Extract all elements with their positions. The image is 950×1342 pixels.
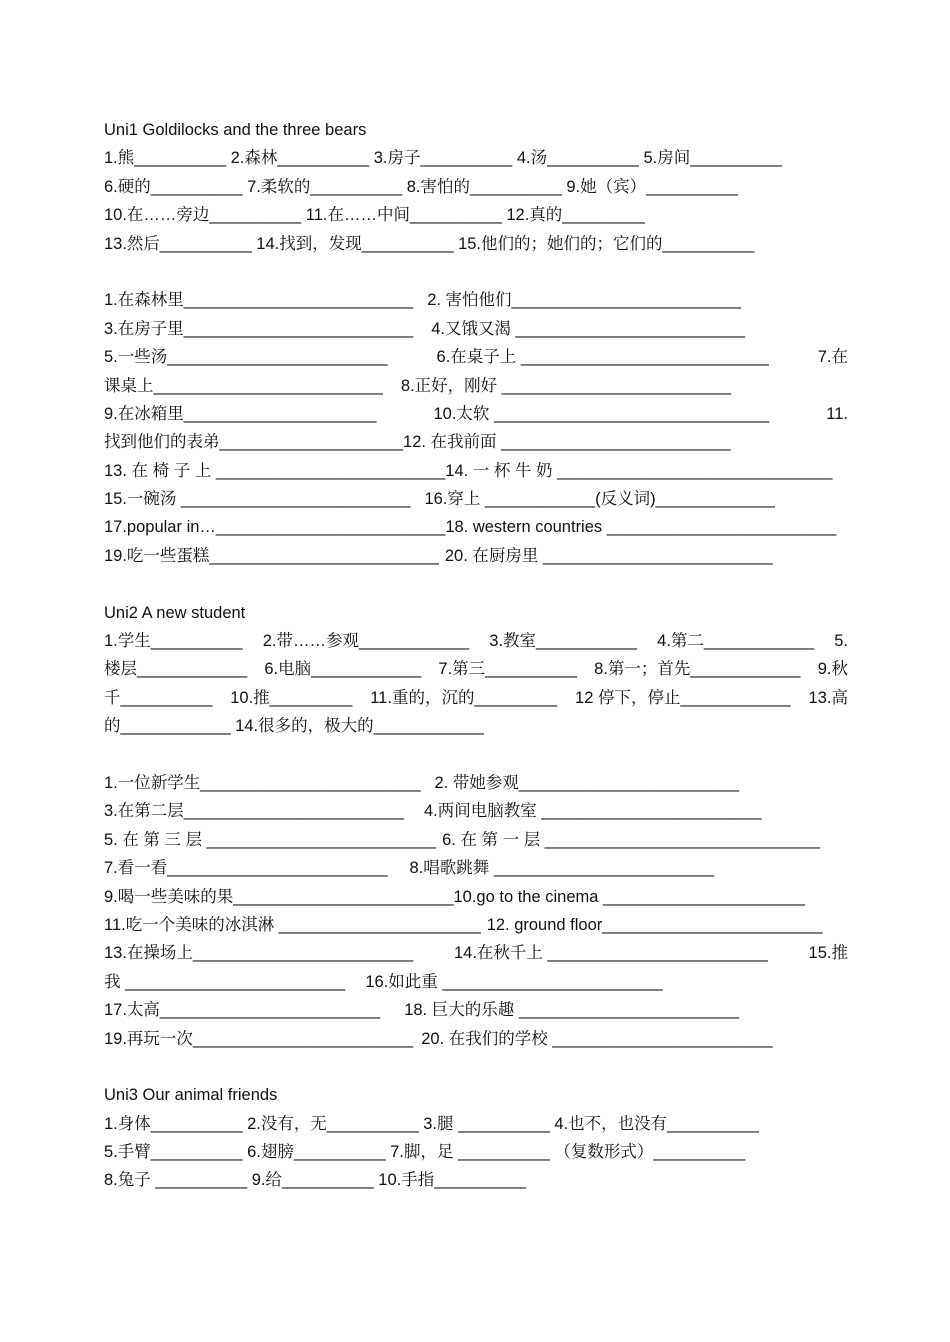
- phrase-item: 7.在: [817, 348, 848, 367]
- unit2-phrase-line: [104, 911, 848, 939]
- unit2-phrase-line: [104, 854, 848, 882]
- unit1-title: Uni1 Goldilocks and the three bears: [104, 121, 367, 139]
- unit1-phrase-line: [104, 343, 848, 371]
- unit1-phrase-line: [104, 485, 848, 513]
- unit2-phrase-line: [104, 883, 848, 911]
- unit1-phrase-line: [104, 286, 848, 314]
- unit1-phrase-line: [104, 428, 848, 456]
- word-item: 3.教室___________: [489, 632, 637, 651]
- unit3-words-line: 5.手臂__________ 6.翅膀__________ 7.脚，足 __________ （复数形式）__________: [104, 1143, 746, 1162]
- phrase-item: 8.正好，刚好 _________________________: [400, 376, 732, 395]
- unit1-phrase-line: [104, 542, 848, 570]
- phrase-item: 找到他们的表弟____________________12. 在我前面 _________________________: [104, 433, 731, 452]
- phrase-item: 4.又饿又渴 _________________________: [431, 319, 745, 338]
- phrase-item: 14.在秋千上 ________________________: [453, 944, 768, 963]
- phrase-item: 12. ground floor________________________: [486, 915, 823, 934]
- phrase-item: 4.两间电脑教室 ________________________: [424, 802, 762, 821]
- phrase-item: 3.在第二层________________________: [104, 802, 404, 821]
- unit3-words-line: 8.兔子 __________ 9.给__________ 10.手指__________: [104, 1171, 527, 1190]
- unit2-phrase-line: [104, 968, 848, 996]
- phrase-item: 6.在桌子上 ___________________________: [436, 348, 769, 367]
- word-item: 8.第一；首先____________: [594, 660, 801, 679]
- spacer: [104, 570, 848, 598]
- unit1-phrase-line: [104, 372, 848, 400]
- unit1-phrase-line: [104, 400, 848, 428]
- spacer: [104, 1053, 848, 1081]
- phrase-item: 5. 在 第 三 层 _________________________: [104, 830, 437, 849]
- phrase-item: 17.太高________________________: [104, 1001, 381, 1020]
- spacer: [104, 741, 848, 769]
- word-item: 6.电脑____________: [264, 660, 422, 679]
- phrase-item: 9.在冰箱里_____________________: [104, 404, 377, 423]
- word-item: 楼层____________: [104, 660, 248, 679]
- word-item: 12 停下，停止____________: [575, 688, 791, 707]
- word-item: 2.带……参观____________: [262, 632, 470, 651]
- phrase-item: 7.看一看________________________: [104, 859, 388, 878]
- phrase-item: 16.穿上 ____________(反义词)_____________: [424, 490, 775, 509]
- word-item: 千__________: [104, 688, 213, 707]
- phrase-item: 19.吃一些蛋糕_________________________: [104, 546, 439, 565]
- phrase-item: 9.喝一些美味的果________________________10.go to the cinema ______________________: [104, 887, 805, 906]
- worksheet-content: [104, 116, 848, 1195]
- phrase-item: 15.一碗汤 _________________________: [104, 490, 411, 509]
- spacer: [104, 258, 848, 286]
- unit1-words-line: 1.熊__________ 2.森林__________ 3.房子__________ 4.汤__________ 5.房间__________: [104, 149, 782, 168]
- word-item: 7.第三__________: [438, 660, 577, 679]
- phrase-item: 10.太软 ______________________________: [433, 404, 770, 423]
- word-item: 10.推_________: [230, 688, 353, 707]
- unit2-phrase-line: [104, 769, 848, 797]
- phrase-item: 2. 带她参观________________________: [434, 773, 740, 792]
- word-item: 11.重的，沉的_________: [370, 688, 558, 707]
- unit2-words-line: [104, 712, 848, 740]
- phrase-item: 20. 在我们的学校 ________________________: [421, 1029, 773, 1048]
- word-item: 的____________ 14.很多的，极大的____________: [104, 717, 484, 736]
- unit2-words-line: [104, 684, 848, 712]
- phrase-item: 17.popular in…_________________________18. western countries _________________________: [104, 518, 837, 537]
- phrase-item: 13.在操场上________________________: [104, 944, 414, 963]
- unit1-phrase-line: [104, 315, 848, 343]
- unit2-title: Uni2 A new student: [104, 603, 246, 622]
- phrase-item: 1.一位新学生________________________: [104, 773, 421, 792]
- unit1-phrase-line: [104, 457, 848, 485]
- unit2-phrase-line: [104, 797, 848, 825]
- unit1-words-line: 10.在……旁边__________ 11.在……中间__________ 12.真的_________: [104, 206, 645, 225]
- phrase-item: 课桌上_________________________: [104, 376, 383, 395]
- phrase-item: 2. 害怕他们_________________________: [427, 291, 741, 310]
- phrase-item: 11.吃一个美味的冰淇淋 ______________________: [104, 915, 481, 934]
- phrase-item: 5.一些汤________________________: [104, 348, 388, 367]
- phrase-item: 1.在森林里_________________________: [104, 291, 414, 310]
- phrase-item: 19.再玩一次________________________: [104, 1029, 414, 1048]
- unit2-words-line: [104, 627, 848, 655]
- word-item: 9.秋: [817, 660, 848, 679]
- unit2-phrase-line: [104, 826, 848, 854]
- unit2-words-line: [104, 655, 848, 683]
- unit3-title: Uni3 Our animal friends: [104, 1086, 278, 1105]
- unit1-words-line: 6.硬的__________ 7.柔软的__________ 8.害怕的__________ 9.她（宾）__________: [104, 177, 738, 196]
- unit1-words-line: 13.然后__________ 14.找到，发现__________ 15.他们的；她们的；它们的__________: [104, 234, 755, 253]
- phrase-item: 16.如此重 ________________________: [365, 972, 663, 991]
- word-item: 1.学生__________: [104, 632, 243, 651]
- unit1-phrase-line: [104, 513, 848, 541]
- unit2-phrase-line: [104, 996, 848, 1024]
- word-item: 13.高: [808, 688, 848, 707]
- phrase-item: 15.推: [808, 944, 848, 963]
- unit2-phrase-line: [104, 939, 848, 967]
- phrase-item: 3.在房子里_________________________: [104, 319, 414, 338]
- phrase-item: 20. 在厨房里 _________________________: [444, 546, 773, 565]
- phrase-item: 11.: [826, 404, 848, 423]
- phrase-item: 18. 巨大的乐趣 ________________________: [404, 1001, 740, 1020]
- phrase-item: 13. 在 椅 子 上 _________________________14. 一 杯 牛 奶 ______________________________: [104, 461, 833, 480]
- phrase-item: 我 ________________________: [104, 972, 346, 991]
- unit2-phrase-line: [104, 1025, 848, 1053]
- unit3-words-line: 1.身体__________ 2.没有，无__________ 3.腿 __________ 4.也不，也没有__________: [104, 1114, 759, 1133]
- phrase-item: 8.唱歌跳舞 ________________________: [409, 859, 715, 878]
- word-item: 4.第二____________: [657, 632, 815, 651]
- phrase-item: 6. 在 第 一 层 ______________________________: [442, 830, 821, 849]
- word-item: 5.: [834, 632, 848, 651]
